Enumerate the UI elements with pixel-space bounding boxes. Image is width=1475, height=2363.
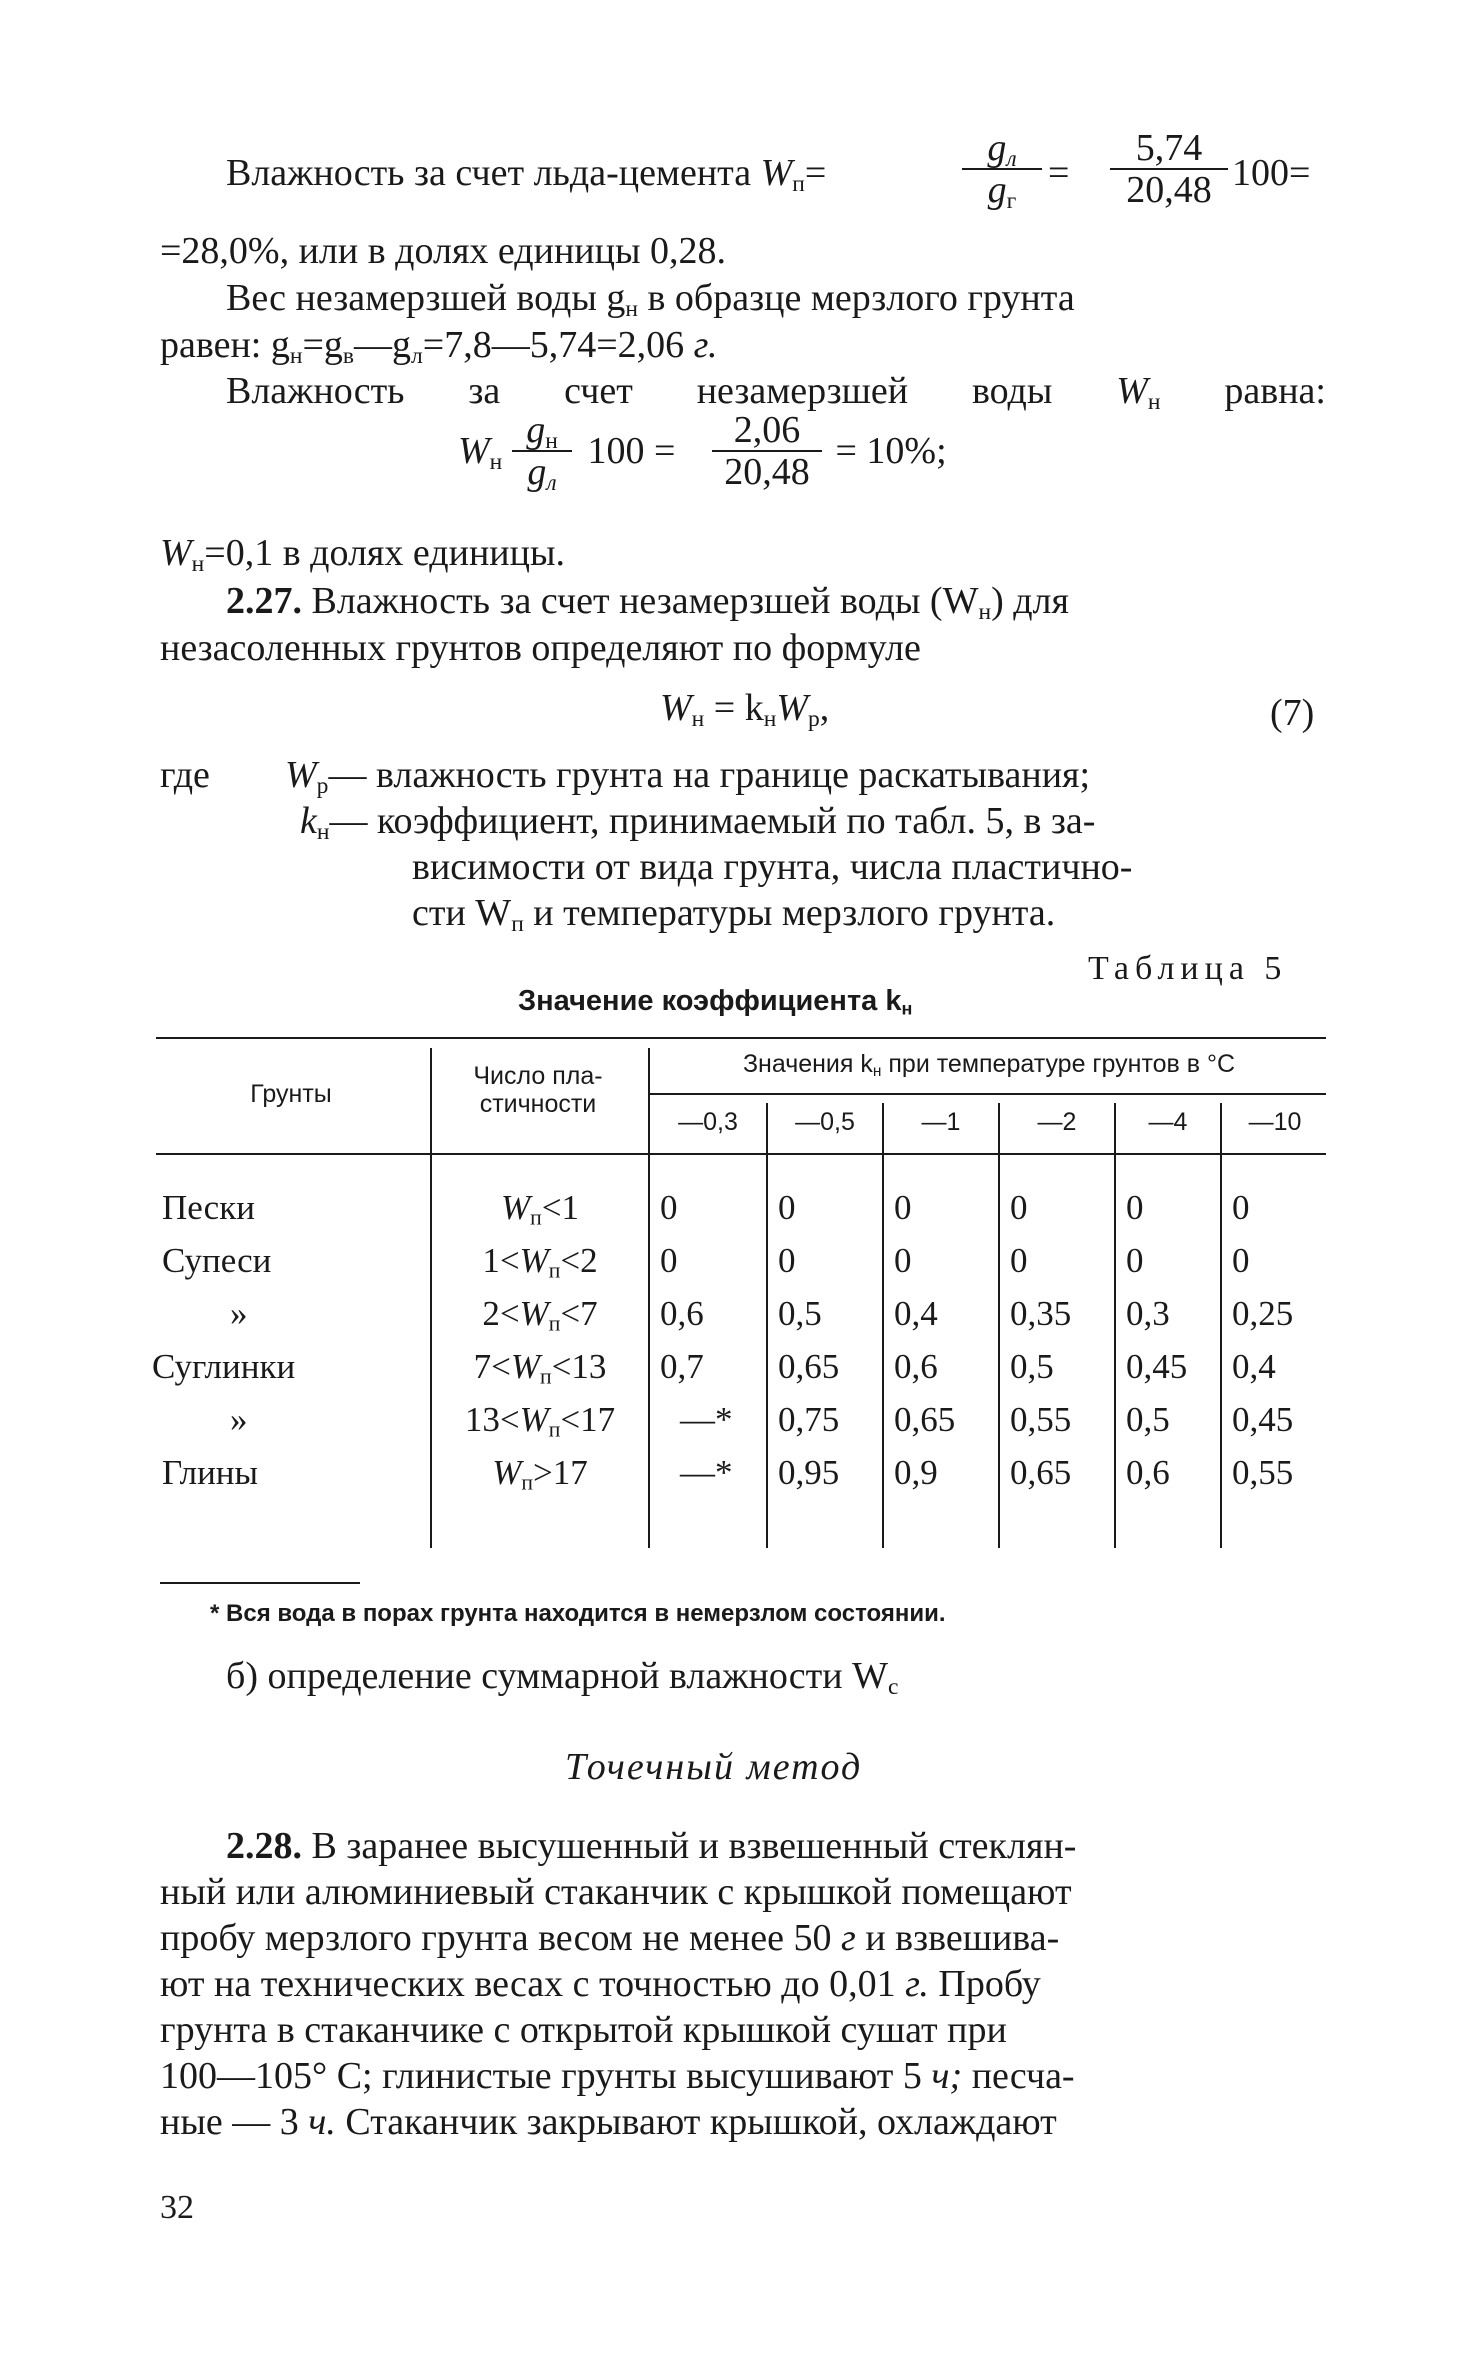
numerator: 2,06 [712, 410, 822, 452]
subscript: г [1006, 187, 1017, 214]
subscript: п [548, 1417, 561, 1442]
cell-value: 0 [778, 1188, 796, 1227]
cell-value: 0 [1010, 1241, 1028, 1280]
text: = k [704, 687, 764, 729]
page-number: 32 [160, 2189, 194, 2226]
symbol: W [519, 1241, 549, 1280]
subscript: р [807, 705, 820, 732]
subscript: р [316, 772, 329, 799]
symbol: W [500, 1188, 531, 1227]
cell-value: 0,95 [778, 1453, 840, 1492]
cell-plasticity [432, 1400, 648, 1440]
symbol: g [526, 409, 546, 451]
cell-value: 0,65 [1010, 1453, 1072, 1492]
subscript: н [978, 598, 992, 625]
values-header-rule [650, 1093, 1326, 1095]
footnote-rule [160, 1582, 360, 1584]
subscript: н [691, 705, 705, 732]
cell-value: 0,35 [1010, 1294, 1072, 1333]
cell-value: 0,4 [1232, 1347, 1276, 1386]
text: в образце мерзлого грунта [637, 277, 1075, 319]
header-soils: Грунты [250, 1080, 332, 1108]
symbol: W [458, 430, 490, 472]
cell-value: 0,6 [894, 1347, 938, 1386]
subscript: л [546, 469, 557, 496]
text: 13< [464, 1400, 520, 1439]
cell-value: 0,65 [894, 1400, 956, 1439]
clause-number: 2.28. [226, 1825, 302, 1867]
cell-plasticity [432, 1294, 648, 1334]
cell-soil: » [230, 1400, 248, 1439]
text: <17 [560, 1400, 616, 1439]
word: за [468, 370, 501, 412]
text: =0,1 в долях единицы. [204, 532, 565, 574]
column-divider [998, 1103, 1000, 1548]
header-temp: —4 [1148, 1108, 1188, 1136]
subscript: п [548, 1258, 561, 1283]
def2-line2: висимости от вида грунта, числа пластично- [412, 846, 1133, 888]
numerator: 5,74 [1110, 128, 1228, 170]
section-title: Точечный метод [565, 1746, 863, 1788]
subscript: п [511, 910, 524, 937]
cell-soil: Супеси [162, 1241, 272, 1280]
where-label: где [160, 754, 210, 796]
cell-soil: » [230, 1294, 248, 1333]
text: 2< [482, 1294, 520, 1333]
eq-sign: = [1048, 152, 1070, 194]
para1-line2: =28,0%, или в долях единицы 0,28. [160, 230, 727, 272]
text: — влажность грунта на границе раскатывания; [328, 754, 1091, 796]
text: сти W [412, 892, 512, 934]
subscript: п [521, 1470, 533, 1495]
symbol: W [160, 532, 192, 574]
subscript: с [887, 1673, 899, 1700]
subscript: н [625, 295, 638, 322]
text: ные — 3 [160, 2101, 309, 2143]
column-divider [882, 1103, 884, 1548]
text: Стаканчик закрывают крышкой, охлаждают [335, 2101, 1057, 2143]
cell-value: 0,25 [1232, 1294, 1294, 1333]
text: б) определение суммарной влажности W [226, 1655, 888, 1697]
cell-value: 0 [660, 1241, 678, 1280]
text: Значения k [742, 1050, 873, 1078]
text: Влажность за счет незамерзшей воды (W [302, 580, 979, 622]
para3-line1 [226, 368, 1326, 414]
cell-value: 0,5 [1010, 1347, 1054, 1386]
cell-value: 0,55 [1232, 1453, 1294, 1492]
cell-value: 0 [1232, 1241, 1250, 1280]
text: песча- [962, 2055, 1075, 2097]
para3-formula-mid: 100 = [578, 430, 685, 472]
para3-line3 [160, 530, 565, 576]
text: , [819, 687, 830, 729]
header-temp: —0,3 [678, 1108, 738, 1136]
def2-line3 [412, 890, 1055, 936]
header-values [652, 1050, 1326, 1078]
symbol: g [987, 169, 1007, 211]
text: =g [302, 324, 343, 366]
para3-formula-tail: = 10%; [826, 430, 947, 472]
symbol: W [285, 754, 317, 796]
symbol: W [510, 1347, 541, 1386]
cell-value: —* [680, 1400, 733, 1439]
para5-line6 [160, 2053, 1075, 2099]
para3-formula-frac1 [512, 409, 572, 496]
text: Число пла- [473, 1062, 603, 1090]
text: =7,8—5,74=2,06 [422, 324, 694, 366]
text: Пробу [928, 1963, 1041, 2005]
table-footnote: * Вся вода в порах грунта находится в немерзлом состоянии. [210, 1600, 946, 1627]
header-temp: —2 [1037, 1108, 1077, 1136]
table-top-rule [156, 1037, 1326, 1039]
subscript: н [872, 1062, 882, 1080]
header-plasticity [430, 1062, 646, 1118]
cell-value: —* [680, 1453, 733, 1492]
cell-value: 0,3 [1126, 1294, 1170, 1333]
word: воды [971, 370, 1053, 412]
para4-line1 [226, 578, 1069, 624]
subsection-line [226, 1653, 898, 1699]
text: и взвешива- [855, 1917, 1060, 1959]
para3-formula [458, 428, 502, 474]
cell-value: 0,6 [1126, 1453, 1170, 1492]
table-label: Таблица 5 [1088, 950, 1288, 987]
subscript: н [545, 427, 558, 454]
cell-value: 0 [1232, 1188, 1250, 1227]
subscript: п [792, 170, 805, 197]
subscript: п [540, 1364, 552, 1389]
text: 100—105° С; глинистые грунты высушивают 5 [160, 2055, 932, 2097]
cell-value: 0,5 [778, 1294, 822, 1333]
text: 1< [482, 1241, 520, 1280]
cell-value: 0,5 [1126, 1400, 1170, 1439]
column-divider [648, 1048, 650, 1548]
text: <13 [551, 1347, 607, 1386]
para5-line1 [226, 1823, 1076, 1869]
symbol: W [760, 152, 793, 194]
cell-value: 0,75 [778, 1400, 840, 1439]
cell-plasticity [432, 1188, 648, 1228]
text: равен: g [160, 324, 290, 366]
text: и температуры мерзлого грунта. [523, 892, 1056, 934]
symbol: W [776, 687, 808, 729]
para1-line1: Влажность за счет льда-цемента $W_п=$ [226, 152, 827, 197]
subscript: п [548, 1311, 561, 1336]
text: ют на технических весах с точностью до 0,01 [160, 1963, 906, 2005]
symbol: g [987, 127, 1007, 169]
para1-frac1 [962, 127, 1042, 214]
cell-value: 0 [894, 1188, 912, 1227]
para5-line7 [160, 2099, 1057, 2145]
text: В заранее высушенный и взвешенный стеклян- [302, 1825, 1077, 1867]
column-divider [1220, 1103, 1222, 1548]
subscript: н [1147, 388, 1161, 415]
para1-frac2 [1110, 128, 1228, 210]
text: пробу мерзлого грунта весом не менее 50 [160, 1917, 841, 1959]
word: незамерзшей [696, 370, 909, 412]
denominator: 20,48 [724, 451, 810, 493]
subscript: п [530, 1205, 542, 1230]
cell-value: 0 [894, 1241, 912, 1280]
subscript: н [489, 448, 503, 475]
para2-line2: равен: $g_н=g_в—g_л=7,8—5,74=2,06$ г. [160, 324, 718, 369]
cell-value: 0,45 [1232, 1400, 1294, 1439]
unit: г [840, 1917, 856, 1959]
text: <2 [560, 1241, 598, 1280]
header-temp: —10 [1248, 1108, 1302, 1136]
subscript: н [316, 818, 330, 845]
symbol: W [1116, 370, 1148, 412]
cell-plasticity [432, 1241, 648, 1281]
text: Значение коэффициента k [518, 985, 902, 1017]
word: счет [564, 370, 633, 412]
cell-soil: Пески [162, 1188, 255, 1227]
para5-line3 [160, 1915, 1059, 1961]
cell-value: 0 [660, 1188, 678, 1227]
symbol: g [527, 451, 547, 493]
unit: г. [905, 1963, 929, 2005]
word: равна: [1224, 370, 1326, 412]
cell-value: 0,55 [1010, 1400, 1072, 1439]
subscript: н [901, 998, 913, 1019]
text: при температуре грунтов в °С [881, 1050, 1236, 1078]
def1 [285, 752, 1090, 798]
cell-value: 0,45 [1126, 1347, 1188, 1386]
cell-soil: Глины [162, 1453, 259, 1492]
text: ) для [991, 580, 1069, 622]
text: стичности [479, 1090, 597, 1118]
text: —g [354, 324, 412, 366]
subscript: н [763, 705, 777, 732]
text: — коэффициент, принимаемый по табл. 5, в за- [329, 800, 1096, 842]
def2 [300, 798, 1095, 844]
denominator: 20,48 [1126, 169, 1212, 211]
para1-factor: 100= [1232, 152, 1311, 194]
cell-value: 0,4 [894, 1294, 938, 1333]
unit: ч; [931, 2055, 963, 2097]
cell-value: 0 [778, 1241, 796, 1280]
symbol: W [660, 687, 692, 729]
subscript: н [191, 550, 205, 577]
text: 7< [473, 1347, 511, 1386]
header-temp: —1 [921, 1108, 961, 1136]
header-bottom-rule [156, 1153, 1326, 1155]
para2-line1 [226, 275, 1075, 321]
cell-value: 0 [1126, 1188, 1144, 1227]
cell-soil: Суглинки [152, 1347, 296, 1386]
text: Вес незамерзшей воды g [226, 277, 626, 319]
text: <7 [560, 1294, 598, 1333]
unit: г. [693, 324, 718, 366]
formula-number: (7) [1270, 692, 1315, 734]
symbol: k [300, 800, 317, 842]
cell-value: 0,6 [660, 1294, 704, 1333]
cell-plasticity [432, 1453, 648, 1493]
para5-line4 [160, 1961, 1041, 2007]
symbol: W [519, 1400, 549, 1439]
para4-line2: незасоленных грунтов определяют по формуле [160, 627, 921, 669]
unit: ч. [308, 2101, 336, 2143]
text: >17 [533, 1453, 588, 1492]
cell-value: 0,65 [778, 1347, 840, 1386]
subscript: л [1006, 145, 1017, 172]
para4-formula [660, 685, 829, 731]
symbol: W [519, 1294, 549, 1333]
cell-plasticity [432, 1347, 648, 1387]
text: Влажность за счет льда-цемента [226, 152, 761, 194]
para5-line5: грунта в стаканчике с открытой крышкой сушат при [160, 2009, 1007, 2051]
table-caption [518, 985, 912, 1018]
word: Влажность [226, 370, 405, 412]
column-divider [766, 1103, 768, 1548]
para5-line2: ный или алюминиевый стаканчик с крышкой помещают [160, 1871, 1072, 1913]
header-temp: —0,5 [795, 1108, 855, 1136]
symbol: W [492, 1453, 522, 1492]
clause-number: 2.27. [226, 580, 302, 622]
cell-value: 0,7 [660, 1347, 704, 1386]
cell-value: 0 [1010, 1188, 1028, 1227]
para3-formula-frac2 [712, 410, 822, 492]
text: <1 [541, 1188, 579, 1227]
cell-value: 0 [1126, 1241, 1144, 1280]
cell-value: 0,9 [894, 1453, 938, 1492]
column-divider [1114, 1103, 1116, 1548]
